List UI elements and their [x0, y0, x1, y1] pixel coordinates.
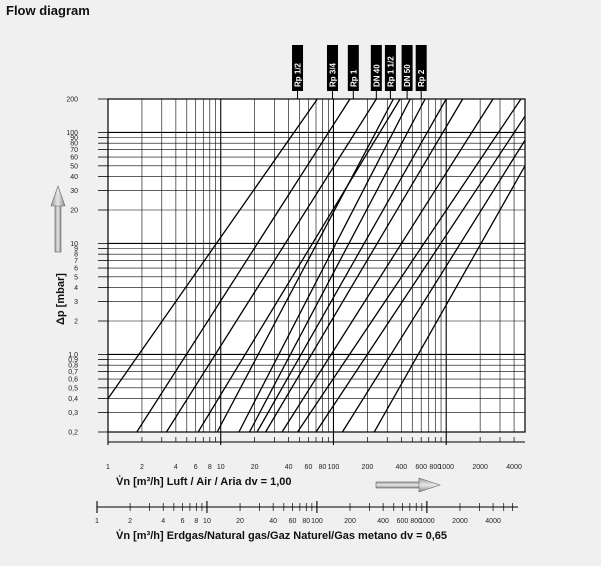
x-tick-label-gas: 400	[377, 518, 389, 525]
y-tick-label: 30	[70, 187, 78, 195]
x-tick-label-gas: 8	[194, 518, 199, 525]
y-tick-labels	[66, 97, 108, 437]
x-tick-label-air: 600	[415, 464, 428, 471]
x-tick-label-air: 80	[318, 464, 327, 471]
y-tick-label: 0,7	[68, 369, 78, 377]
x-tick-label-air: 60	[304, 464, 313, 471]
x-tick-label-air: 1	[106, 464, 110, 471]
x-tick-label-gas: 4	[161, 518, 166, 525]
x-tick-label-gas: 100	[311, 518, 323, 525]
y-tick-label: 0,9	[68, 356, 78, 364]
x-tick-label-air: 100	[327, 464, 340, 471]
x-tick-label-gas: 2000	[452, 518, 468, 525]
x-tick-label-gas: 200	[344, 518, 356, 525]
x-tick-label-gas: 80	[302, 518, 311, 525]
y-tick-label: 5	[74, 274, 78, 282]
y-tick-label: 80	[70, 140, 78, 148]
y-tick-label: 6	[74, 265, 78, 273]
y-tick-label: 1,0	[68, 351, 78, 359]
x-tick-label-gas: 600	[396, 518, 409, 525]
y-tick-label: 40	[70, 174, 78, 182]
tag-label: Rp 1	[349, 69, 359, 87]
y-axis-title: Δp [mbar]	[55, 273, 67, 325]
x-tick-label-air: 200	[361, 464, 374, 471]
y-tick-label: 0,6	[68, 376, 78, 384]
y-tick-label: 50	[70, 163, 78, 171]
y-tick-label: 0,8	[68, 362, 78, 370]
y-tick-label: 20	[70, 207, 78, 215]
x-tick-label-gas: 4000	[485, 518, 501, 525]
y-tick-label: 0,2	[68, 429, 78, 437]
x-tick-label-gas: 10	[203, 518, 211, 525]
x-tick-label-gas: 40	[269, 518, 278, 525]
tag-label: DN 50	[403, 64, 413, 87]
y-tick-label: 8	[74, 251, 78, 259]
x-axis-gas	[95, 501, 518, 525]
x-tick-label-gas: 60	[288, 518, 297, 525]
y-tick-label: 90	[70, 134, 78, 142]
x-tick-label-air: 8	[207, 464, 212, 471]
x-tick-label-gas: 6	[180, 518, 185, 525]
y-tick-label: 3	[74, 298, 78, 306]
x-axis-arrow-icon	[376, 478, 440, 492]
y-tick-label: 7	[74, 258, 78, 266]
tag-label: DN 40	[372, 64, 382, 87]
x-tick-label-gas: 1	[95, 518, 99, 525]
tag-label: Rp 1 1/2	[386, 56, 396, 87]
y-tick-label: 10	[70, 240, 78, 248]
x-tick-label-gas: 20	[236, 518, 244, 525]
x-tick-label-air: 4000	[506, 464, 522, 471]
y-tick-label: 0,3	[68, 409, 78, 417]
y-tick-label: 0,5	[68, 385, 78, 393]
x-tick-label-gas: 1000	[419, 518, 435, 525]
y-tick-label: 9	[74, 245, 78, 253]
x-tick-label-air: 2000	[472, 464, 488, 471]
x-tick-label-gas: 2	[128, 518, 133, 525]
plot-area	[108, 99, 525, 432]
x-tick-label-air: 4	[173, 464, 178, 471]
x-tick-label-gas: 800	[410, 518, 423, 525]
y-tick-label: 4	[74, 285, 78, 293]
y-tick-label: 60	[70, 154, 78, 162]
series-tags	[292, 45, 427, 99]
tag-label: Rp 3/4	[328, 62, 338, 87]
x-tick-label-air: 40	[284, 464, 293, 471]
x-tick-label-air: 2	[139, 464, 144, 471]
page-title: Flow diagram	[6, 3, 90, 18]
y-tick-label: 70	[70, 147, 78, 155]
x-axis-air	[106, 432, 525, 471]
x-tick-label-air: 6	[193, 464, 198, 471]
x-tick-label-air: 10	[216, 464, 225, 471]
y-axis-arrow-icon	[51, 186, 65, 252]
x-axis-gas-title: V̇n [m³/h] Erdgas/Natural gas/Gaz Naturel/Gas metano dv = 0,65	[116, 530, 448, 542]
x-tick-label-air: 800	[429, 464, 442, 471]
y-tick-label: 200	[66, 96, 78, 104]
x-tick-label-air: 1000	[438, 464, 454, 471]
x-axis-air-title: V̇n [m³/h] Luft / Air / Aria dv = 1,00	[116, 476, 292, 488]
x-tick-label-air: 400	[395, 464, 408, 471]
tag-label: Rp 2	[417, 69, 427, 87]
tag-label: Rp 1/2	[293, 62, 303, 87]
y-tick-label: 2	[74, 318, 78, 326]
y-tick-label: 0,4	[68, 396, 78, 404]
x-tick-label-air: 20	[250, 464, 259, 471]
y-tick-label: 100	[66, 129, 78, 137]
